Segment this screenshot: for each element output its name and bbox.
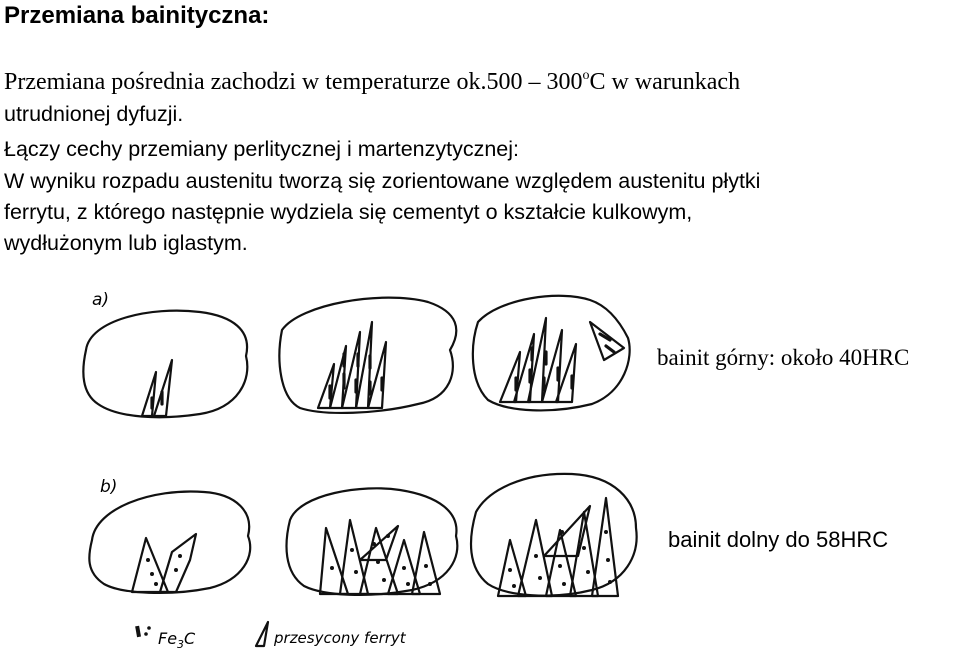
grain-outline-b1 [89, 491, 250, 592]
legend-ferrite-needle [256, 622, 268, 646]
legend-fe3c-marks [135, 626, 151, 638]
text-line-temperature-b: C w warunkach [589, 69, 741, 95]
row-a-label: a) [92, 290, 110, 310]
row-b-label: b) [100, 477, 118, 497]
grain-outline-a1 [83, 311, 247, 418]
legend-ferrite-label: przesycony ferryt [274, 629, 406, 647]
text-line-austenite: W wyniku rozpadu austenitu tworzą się zorientowane względem austenitu płytki [4, 169, 761, 193]
grain-outline-b3 [471, 474, 637, 596]
text-line-features: Łączy cechy przemiany perlitycznej i martenzytycznej: [4, 137, 519, 161]
degree-superscript: o [582, 68, 590, 83]
text-line-temperature-a: Przemiana pośrednia zachodzi w temperaturze ok.500 – 300 [4, 69, 583, 95]
text-line-diffusion: utrudnionej dyfuzji. [4, 102, 184, 126]
grain-outline-a3 [473, 296, 630, 411]
text-line-ferrite: ferrytu, z którego następnie wydziela się cementyt o kształcie kulkowym, [4, 200, 693, 224]
legend-fe3c-label: $Fe_3C$ [158, 629, 196, 651]
text-line-shape: wydłużonym lub iglastym. [4, 231, 248, 255]
slide-title: Przemiana bainityczna: [4, 2, 270, 29]
lower-bainite-caption: bainit dolny do 58HRC [668, 527, 889, 552]
upper-bainite-caption: bainit górny: około 40HRC [657, 345, 910, 370]
